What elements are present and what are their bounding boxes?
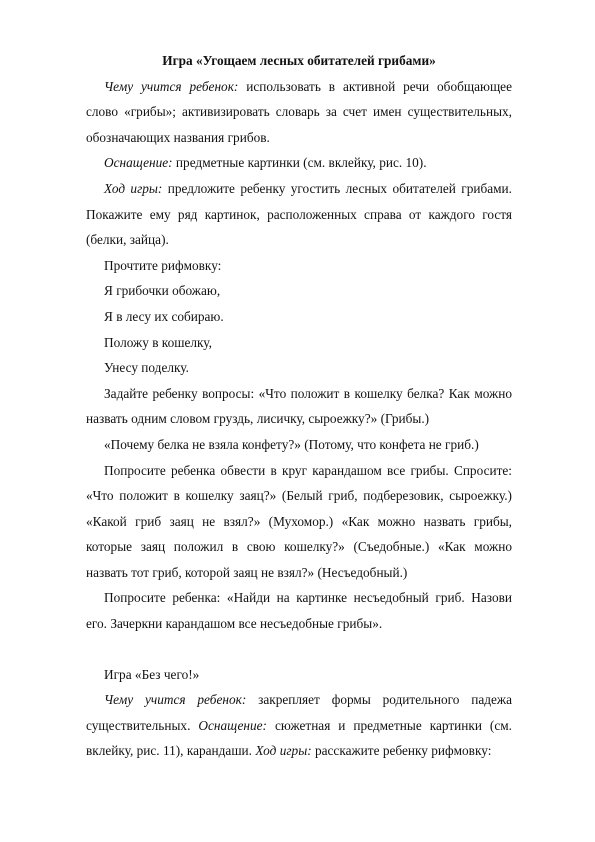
game1-task-2: Попросите ребенка: «Найди на картинке несъедобный гриб. Назови его. Зачеркни карандашом все несъедобные грибы». [86,590,512,632]
game2-learns-label: Чему учится ребенок: [104,692,247,708]
verse-line-4: Унесу поделку. [104,360,189,376]
game2-equipment-label: Оснащение: [198,717,267,733]
document-page [86,48,512,764]
game1-questions-1: Задайте ребенку вопросы: «Что положит в кошелку белка? Как можно назвать одним словом груздь, лисичку, сыроежку?» (Грибы.) [86,385,512,427]
game2-equipment-text: сюжетная и предметные картинки (см. вклейку, рис. 11), карандаши. [86,717,512,759]
verse-line-2: Я в лесу их собираю. [104,308,224,324]
game1-course-label: Ход игры: [104,180,163,196]
verse-line-1: Я грибочки обожаю, [104,283,221,299]
verse-line-3: Положу в кошелку, [104,334,212,350]
game2-title: Игра «Без чего!» [104,666,200,682]
section-gap [86,637,512,662]
game1-task-1: Попросите ребенка обвести в круг карандашом все грибы. Спросите: «Что положит в кошелку заяц?» (Белый гриб, подберезовик, сыроежку.) «Какой гриб заяц не взял?» (Мухомор.) «Как можно назвать грибы, которые заяц положил в свою кошелку?» (Съедобные.) «Как можно назвать тот гриб, которой заяц не взял?» (Несъедобный.) [86,462,512,580]
game2-paragraph [86,687,512,764]
game1-course-text: предложите ребенку угостить лесных обитателей грибами. Покажите ему ряд картинок, расположенных справа от каждого гостя (белки, зайца). [86,180,512,248]
game1-questions-2: «Почему белка не взяла конфету?» (Потому, что конфета не гриб.) [104,436,479,452]
game2-learns-text: закрепляет формы родительного падежа существительных. [86,692,512,733]
game1-read-rhyme: Прочтите рифмовку: [104,257,222,273]
game1-learns-text: использовать в активной речи обобщающее слово «грибы»; активизировать словарь за счет имен существительных, обозначающих названия грибов. [86,78,512,145]
game2-course-label: Ход игры: [255,743,312,759]
game1-equipment-label: Оснащение: [104,155,173,171]
game1-title: Игра «Угощаем лесных обитателей грибами» [162,53,436,68]
game1-equipment-paragraph [86,150,512,176]
game2-course-text: расскажите ребенку рифмовку: [311,743,492,759]
game1-equipment-text: предметные картинки (см. вклейку, рис. 10). [172,155,427,171]
game1-learns-paragraph [86,74,512,151]
game1-course-paragraph [86,176,512,253]
game1-learns-label: Чему учится ребенок: [104,78,239,94]
